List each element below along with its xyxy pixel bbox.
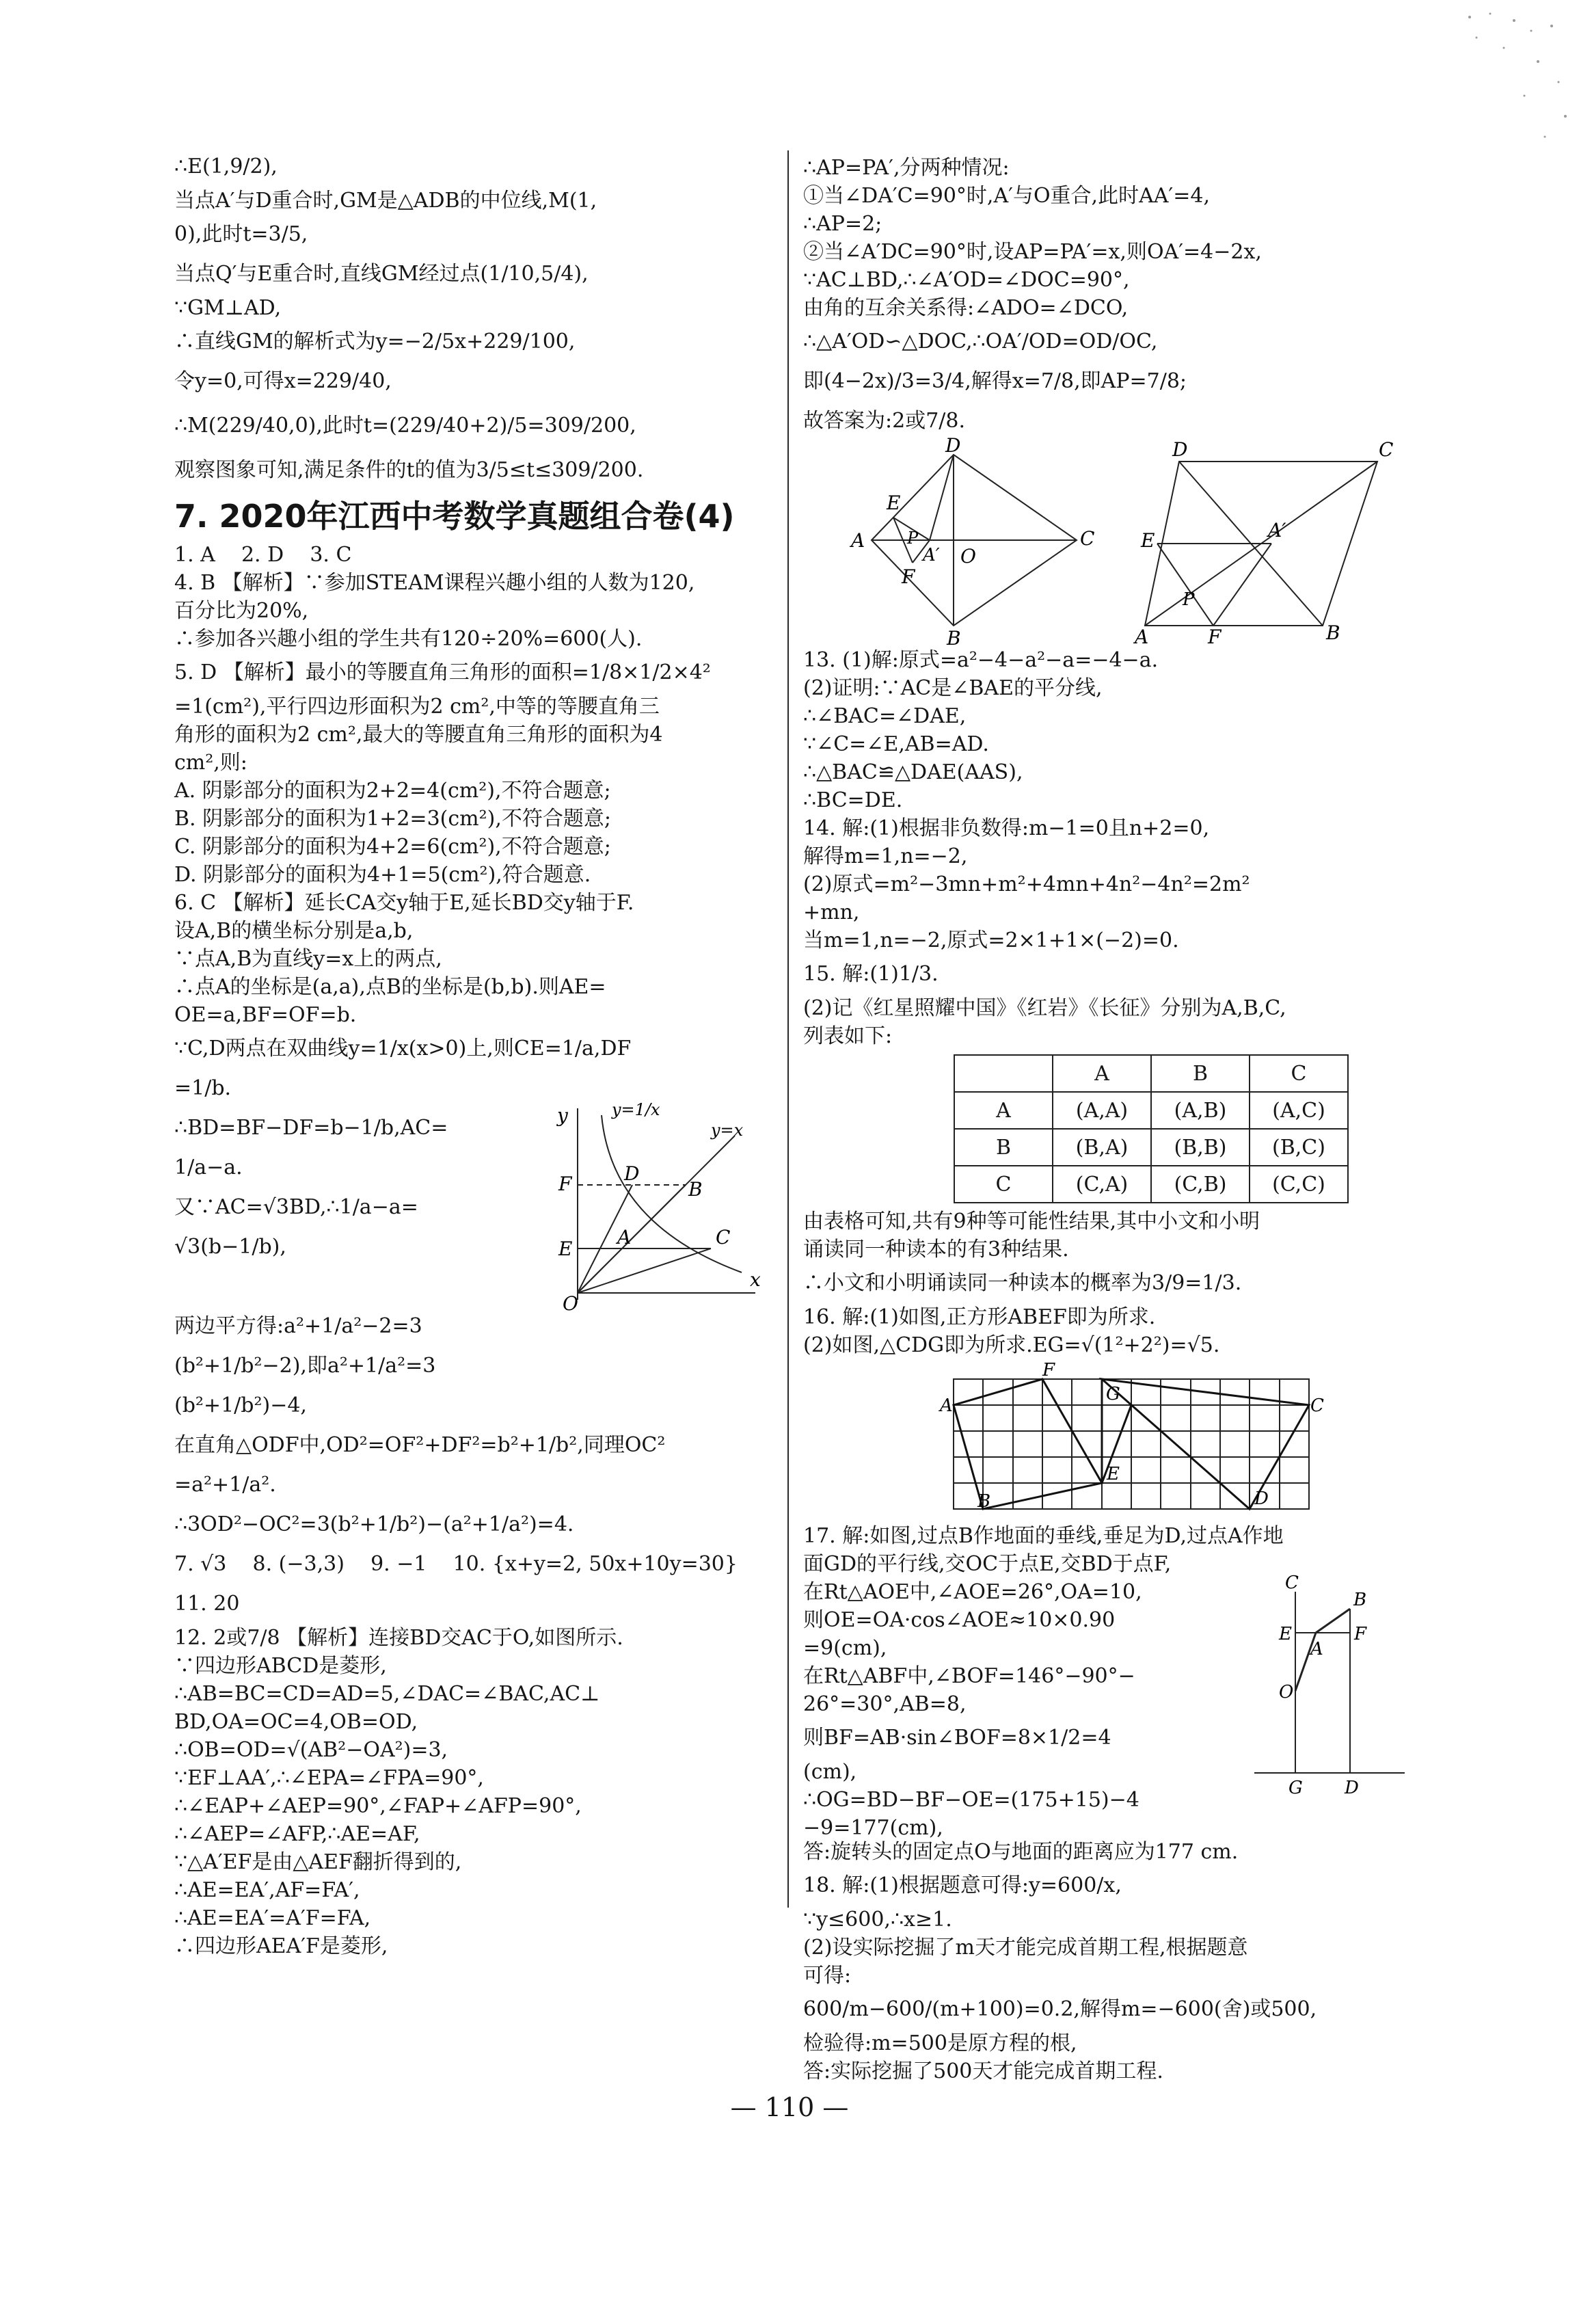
text-line: (2)原式=m²−3mn+m²+4mn+4n²−4n²=2m² (803, 872, 1250, 896)
text-line: 18. 解:(1)根据题意可得:y=600/x, (803, 1873, 1122, 1897)
text-line: 故答案为:2或7/8. (803, 409, 966, 433)
q17-block (803, 1573, 1418, 1840)
label-a-prime: A′ (923, 545, 940, 565)
table-cell: (B,C) (1250, 1129, 1348, 1166)
rhombus-figure-right (1118, 438, 1394, 648)
label-f: F (1042, 1360, 1055, 1380)
text-line: 答:旋转头的固定点O与地面的距离应为177 cm. (803, 1840, 1239, 1864)
text-line: 在Rt△ABF中,∠BOF=146°−90°− (803, 1664, 1135, 1688)
text-line: 当m=1,n=−2,原式=2×1+1×(−2)=0. (803, 929, 1179, 952)
lamp-figure (1254, 1571, 1405, 1797)
text-line: 角形的面积为2 cm²,最大的等腰直角三角形的面积为4 (174, 723, 663, 747)
text-line: C. 阴影部分的面积为4+2=6(cm²),不符合题意; (174, 835, 611, 859)
label-p: P (907, 529, 919, 548)
text-line: 诵读同一种读本的有3种结果. (803, 1238, 1069, 1261)
text-line: ∵∠C=∠E,AB=AD. (803, 732, 989, 756)
text-line: ∴AP=2; (803, 212, 882, 236)
label-o: O (960, 545, 976, 567)
label-line: y=x (711, 1121, 744, 1140)
label-e: E (558, 1238, 573, 1260)
label-c: C (716, 1226, 731, 1248)
text-line: ∴参加各兴趣小组的学生共有120÷20%=600(人). (174, 627, 643, 651)
probability-table (954, 1054, 1349, 1203)
table-row (954, 1129, 1348, 1166)
table-header-row (954, 1055, 1348, 1092)
text-line: ∴△BAC≌△DAE(AAS), (803, 760, 1023, 784)
label-d: D (624, 1162, 640, 1185)
table-cell: (C,B) (1151, 1166, 1250, 1203)
label-a: A (940, 1395, 953, 1416)
table-cell: (A,B) (1151, 1092, 1250, 1129)
text-line: 可得: (803, 1964, 852, 1988)
label-f: F (558, 1173, 572, 1195)
label-e: E (1279, 1624, 1292, 1644)
page-number: — 110 — (730, 2092, 849, 2122)
text-line: 答:实际挖掘了500天才能完成首期工程. (803, 2059, 1163, 2083)
text-line: 26°=30°,AB=8, (803, 1692, 967, 1716)
text-line: ∴点A的坐标是(a,a),点B的坐标是(b,b).则AE= (174, 975, 606, 999)
text-line: ∴BD=BF−DF=b−1/b,AC= (174, 1116, 448, 1140)
text-line: 1/a−a. (174, 1156, 243, 1179)
label-f: F (1208, 626, 1222, 648)
text-line: ∴△A′OD∽△DOC,∴OA′/OD=OD/OC, (803, 330, 1158, 353)
text-line: ∴四边形AEA′F是菱形, (174, 1934, 388, 1958)
label-b: B (688, 1178, 703, 1201)
label-hyperbola: y=1/x (612, 1100, 660, 1119)
text-line: ∴AB=BC=CD=AD=5,∠DAC=∠BAC,AC⊥ (174, 1682, 600, 1706)
label-a: A (851, 529, 865, 552)
label-d: D (1345, 1778, 1359, 1798)
text-line: 16. 解:(1)如图,正方形ABEF即为所求. (803, 1305, 1156, 1329)
label-c: C (1310, 1395, 1324, 1416)
table-cell (954, 1055, 1053, 1092)
text-line: 百分比为20%, (174, 599, 309, 623)
text-line: D. 阴影部分的面积为4+1=5(cm²),符合题意. (174, 863, 591, 887)
text-line: 设A,B的横坐标分别是a,b, (174, 919, 414, 943)
text-line: 由角的互余关系得:∠ADO=∠DCO, (803, 296, 1129, 320)
text-line: 在直角△ODF中,OD²=OF²+DF²=b²+1/b²,同理OC² (174, 1433, 666, 1457)
label-c: C (1379, 438, 1394, 461)
text-line: ∵GM⊥AD, (174, 296, 282, 320)
label-d: D (1172, 438, 1188, 461)
text-line: ∴3OD²−OC²=3(b²+1/b²)−(a²+1/a²)=4. (174, 1512, 574, 1536)
label-b: B (1353, 1590, 1367, 1610)
text-line: 在Rt△AOE中,∠AOE=26°,OA=10, (803, 1580, 1142, 1604)
label-c: C (1080, 527, 1095, 550)
table-row (954, 1092, 1348, 1129)
text-line: =9(cm), (803, 1636, 887, 1660)
text-line: ∴E(1,9/2), (174, 155, 278, 178)
text-line: =a²+1/a². (174, 1473, 276, 1497)
text-line: ∵AC⊥BD,∴∠A′OD=∠DOC=90°, (803, 268, 1130, 292)
text-line: A. 阴影部分的面积为2+2=4(cm²),不符合题意; (174, 779, 611, 803)
table-cell: C (954, 1166, 1053, 1203)
text-line: ∴直线GM的解析式为y=−2/5x+229/100, (174, 330, 576, 353)
text-line: 6. C 【解析】延长CA交y轴于E,延长BD交y轴于F. (174, 891, 634, 915)
text-line: ∴OB=OD=√(AB²−OA²)=3, (174, 1738, 448, 1762)
segment-ef (1157, 544, 1213, 626)
label-a: A (1135, 626, 1149, 648)
intro-block (174, 147, 776, 490)
text-line: √3(b−1/b), (174, 1235, 286, 1259)
label-e: E (887, 492, 901, 514)
label-e: E (1141, 529, 1155, 552)
table-cell: (A,A) (1053, 1092, 1151, 1129)
text-line: 7. √3 8. (−3,3) 9. −1 10. {x+y=2, 50x+10y=30} 11. 20 (174, 1552, 764, 1616)
segment-ab (1316, 1609, 1350, 1633)
section-title: 7. 2020年江西中考数学真题组合卷(4) (174, 498, 735, 535)
text-line: =1/b. (174, 1076, 232, 1100)
table-cell: (C,C) (1250, 1166, 1348, 1203)
segment-fa2 (1213, 544, 1271, 626)
text-line: 观察图象可知,满足条件的t的值为3/5≤t≤309/200. (174, 458, 644, 482)
label-b: B (947, 627, 961, 650)
text-line: ∵C,D两点在双曲线y=1/x(x>0)上,则CE=1/a,DF (174, 1037, 632, 1060)
label-c: C (1285, 1573, 1299, 1593)
text-line: ∴∠AEP=∠AFP,∴AE=AF, (174, 1822, 420, 1846)
table-cell: (A,C) (1250, 1092, 1348, 1129)
text-line: 600/m−600/(m+100)=0.2,解得m=−600(舍)或500, (803, 1997, 1317, 2021)
column-divider (787, 150, 789, 1908)
text-line: 由表格可知,共有9种等可能性结果,其中小文和小明 (803, 1210, 1260, 1233)
text-line: 14. 解:(1)根据非负数得:m−1=0且n+2=0, (803, 816, 1210, 840)
text-line: ∴AE=EA′=A′F=FA, (174, 1906, 371, 1930)
label-a: A (1310, 1639, 1323, 1659)
table-cell: A (954, 1092, 1053, 1129)
text-line: ∴BC=DE. (803, 788, 903, 812)
table-row (954, 1166, 1348, 1203)
text-line: ∴∠EAP+∠AEP=90°,∠FAP+∠AFP=90°, (174, 1794, 582, 1818)
text-line: (2)如图,△CDG即为所求.EG=√(1²+2²)=√5. (803, 1333, 1220, 1357)
label-f: F (902, 565, 915, 588)
text-line: +mn, (803, 900, 860, 924)
text-line: ∵EF⊥AA′,∴∠EPA=∠FPA=90°, (174, 1766, 484, 1790)
label-y: y (557, 1104, 568, 1127)
text-line: (2)设实际挖掘了m天才能完成首期工程,根据题意 (803, 1936, 1248, 1960)
label-d: D (945, 434, 961, 457)
text-line: ∵y≤600,∴x≥1. (803, 1908, 952, 1932)
text-line: ①当∠DA′C=90°时,A′与O重合,此时AA′=4, (803, 184, 1210, 208)
text-line: 0),此时t=3/5, (174, 222, 308, 246)
text-line: 1. A 2. D 3. C (174, 543, 352, 567)
text-line: ∴M(229/40,0),此时t=(229/40+2)/5=309/200, (174, 414, 636, 438)
text-line: 12. 2或7/8 【解析】连接BD交AC于O,如图所示. (174, 1626, 623, 1650)
q6-block (174, 1100, 776, 1315)
text-line: −9=177(cm), (803, 1816, 943, 1840)
text-line: 4. B 【解析】∵参加STEAM课程兴趣小组的人数为120, (174, 571, 695, 595)
text-line: 解得m=1,n=−2, (803, 844, 968, 868)
table-cell: B (954, 1129, 1053, 1166)
text-line: (b²+1/b²)−4, (174, 1393, 307, 1417)
text-line: 令y=0,可得x=229/40, (174, 369, 392, 393)
label-f: F (1354, 1624, 1367, 1644)
text-line: 则BF=AB·sin∠BOF=8×1/2=4 (803, 1726, 1111, 1750)
text-line: ∴AE=EA′,AF=FA′, (174, 1878, 360, 1902)
label-e: E (1107, 1464, 1120, 1484)
label-x: x (750, 1268, 761, 1291)
text-line: 15. 解:(1)1/3. (803, 962, 939, 986)
text-line: cm²,则: (174, 751, 247, 775)
text-line: =1(cm²),平行四边形面积为2 cm²,中等的等腰直角三 (174, 695, 660, 719)
text-line: (b²+1/b²−2),即a²+1/a²=3 (174, 1354, 436, 1378)
segment-oc (578, 1248, 711, 1293)
label-a-prime: A′ (1268, 519, 1286, 542)
q12-figures (803, 434, 1418, 650)
label-p: P (1183, 589, 1195, 610)
text-line: ∵点A,B为直线y=x上的两点, (174, 947, 442, 971)
text-line: ∴OG=BD−BF−OE=(175+15)−4 (803, 1788, 1139, 1812)
text-line: ∵△A′EF是由△AEF翻折得到的, (174, 1850, 462, 1874)
text-line: B. 阴影部分的面积为1+2=3(cm²),不符合题意; (174, 807, 611, 831)
table-cell: (B,A) (1053, 1129, 1151, 1166)
label-g: G (1288, 1778, 1303, 1798)
text-line: 5. D 【解析】最小的等腰直角三角形的面积=1/8×1/2×4² (174, 660, 711, 684)
text-line: ∴小文和小明诵读同一种读本的概率为3/9=1/3. (803, 1271, 1242, 1295)
text-line: 13. (1)解:原式=a²−4−a²−a=−4−a. (803, 648, 1159, 672)
text-line: 即(4−2x)/3=3/4,解得x=7/8,即AP=7/8; (803, 369, 1187, 393)
text-line: ∴∠BAC=∠DAE, (803, 704, 967, 728)
text-line: 当点Q′与E重合时,直线GM经过点(1/10,5/4), (174, 262, 589, 286)
grid-figure (940, 1362, 1323, 1519)
left-column (174, 147, 776, 1960)
table-cell: A (1053, 1055, 1151, 1092)
label-a: A (617, 1226, 632, 1248)
text-line: 检验得:m=500是原方程的根, (803, 2031, 1077, 2055)
table-cell: (B,B) (1151, 1129, 1250, 1166)
label-g: G (1106, 1384, 1120, 1404)
text-line: 面GD的平行线,交OC于点E,交BD于点F, (803, 1552, 1172, 1576)
label-b: B (1326, 622, 1340, 644)
segment-ob (578, 1185, 686, 1293)
right-column (803, 154, 1418, 2085)
rhombus-figure-left (844, 434, 1095, 650)
text-line: (cm), (803, 1760, 857, 1784)
text-line: 则OE=OA·cos∠AOE≈10×0.90 (803, 1608, 1116, 1632)
label-b: B (977, 1491, 991, 1512)
text-line: (2)记《红星照耀中国》《红岩》《长征》分别为A,B,C, (803, 996, 1286, 1020)
text-line: 列表如下: (803, 1024, 893, 1048)
text-line: 两边平方得:a²+1/a²−2=3 (174, 1314, 422, 1338)
answers-block (174, 541, 776, 1960)
text-line: 又∵AC=√3BD,∴1/a−a= (174, 1195, 418, 1219)
text-line: (2)证明:∵AC是∠BAE的平分线, (803, 676, 1103, 700)
scan-speckles (1449, 0, 1579, 157)
label-d: D (1254, 1488, 1269, 1509)
table-cell: (C,A) (1053, 1166, 1151, 1203)
text-line: ②当∠A′DC=90°时,设AP=PA′=x,则OA′=4−2x, (803, 240, 1262, 264)
hyperbola-figure (537, 1088, 762, 1313)
text-line: 当点A′与D重合时,GM是△ADB的中位线,M(1, (174, 189, 597, 213)
text-line: BD,OA=OC=4,OB=OD, (174, 1710, 418, 1734)
label-o: O (1279, 1682, 1294, 1702)
text-line: ∵四边形ABCD是菱形, (174, 1654, 387, 1678)
label-o: O (563, 1292, 578, 1315)
text-line: OE=a,BF=OF=b. (174, 1003, 357, 1027)
table-cell: B (1151, 1055, 1250, 1092)
text-line: ∴AP=PA′,分两种情况: (803, 156, 1010, 180)
table-cell: C (1250, 1055, 1348, 1092)
text-line: 17. 解:如图,过点B作地面的垂线,垂足为D,过点A作地 (803, 1524, 1284, 1548)
